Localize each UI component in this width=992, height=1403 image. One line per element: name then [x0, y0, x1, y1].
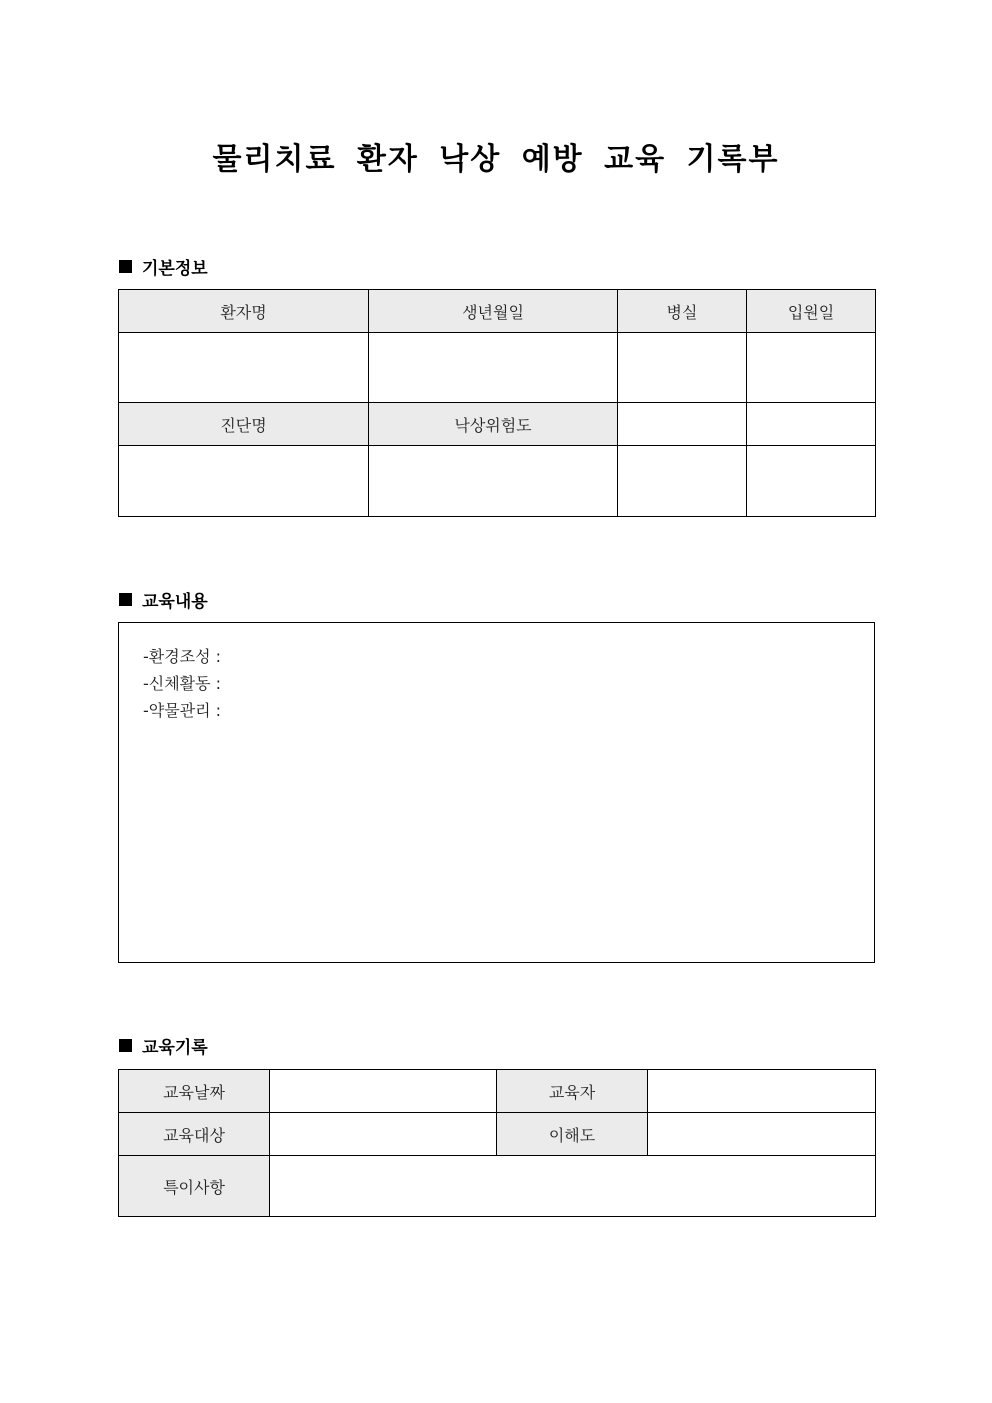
blank-cell[interactable] [747, 403, 876, 446]
table-row [119, 403, 876, 446]
education-target-field[interactable] [270, 1113, 497, 1156]
understanding-label: 이해도 [497, 1113, 648, 1156]
physical-activity-line: -신체활동 : [143, 674, 222, 693]
fall-risk-label: 낙상위험도 [369, 403, 618, 446]
education-content-lines [143, 643, 221, 724]
table-row [119, 446, 876, 517]
section-heading-education-content [119, 587, 208, 612]
educator-label: 교육자 [497, 1070, 648, 1113]
environment-line: -환경조성 : [143, 647, 222, 666]
square-bullet-icon [119, 260, 132, 273]
square-bullet-icon [119, 593, 132, 606]
education-target-label: 교육대상 [119, 1113, 270, 1156]
basic-info-table [118, 289, 876, 517]
table-row [119, 1156, 876, 1217]
patient-name-label: 환자명 [119, 290, 369, 333]
room-label: 병실 [618, 290, 747, 333]
patient-name-field[interactable] [119, 333, 369, 403]
section-heading-education-record [119, 1033, 208, 1058]
understanding-field[interactable] [648, 1113, 876, 1156]
table-row [119, 1113, 876, 1156]
educator-field[interactable] [648, 1070, 876, 1113]
fall-risk-field[interactable] [369, 446, 618, 517]
table-row [119, 1070, 876, 1113]
birth-date-field[interactable] [369, 333, 618, 403]
education-date-field[interactable] [270, 1070, 497, 1113]
table-row [119, 290, 876, 333]
birth-date-label: 생년월일 [369, 290, 618, 333]
section-heading-label: 기본정보 [142, 259, 208, 279]
section-heading-label: 교육기록 [142, 1038, 208, 1058]
section-heading-label: 교육내용 [142, 592, 208, 612]
education-content-box[interactable] [118, 622, 875, 963]
blank-cell[interactable] [618, 403, 747, 446]
room-field[interactable] [618, 333, 747, 403]
admission-date-field[interactable] [747, 333, 876, 403]
education-record-table [118, 1069, 876, 1217]
blank-cell[interactable] [618, 446, 747, 517]
admission-date-label: 입원일 [747, 290, 876, 333]
section-heading-basic-info [119, 254, 208, 279]
notes-field[interactable] [270, 1156, 876, 1217]
page-title: 물리치료 환자 낙상 예방 교육 기록부 [212, 142, 780, 177]
notes-label: 특이사항 [119, 1156, 270, 1217]
diagnosis-field[interactable] [119, 446, 369, 517]
medication-line: -약물관리 : [143, 701, 222, 720]
education-date-label: 교육날짜 [119, 1070, 270, 1113]
diagnosis-label: 진단명 [119, 403, 369, 446]
square-bullet-icon [119, 1039, 132, 1052]
blank-cell[interactable] [747, 446, 876, 517]
table-row [119, 333, 876, 403]
